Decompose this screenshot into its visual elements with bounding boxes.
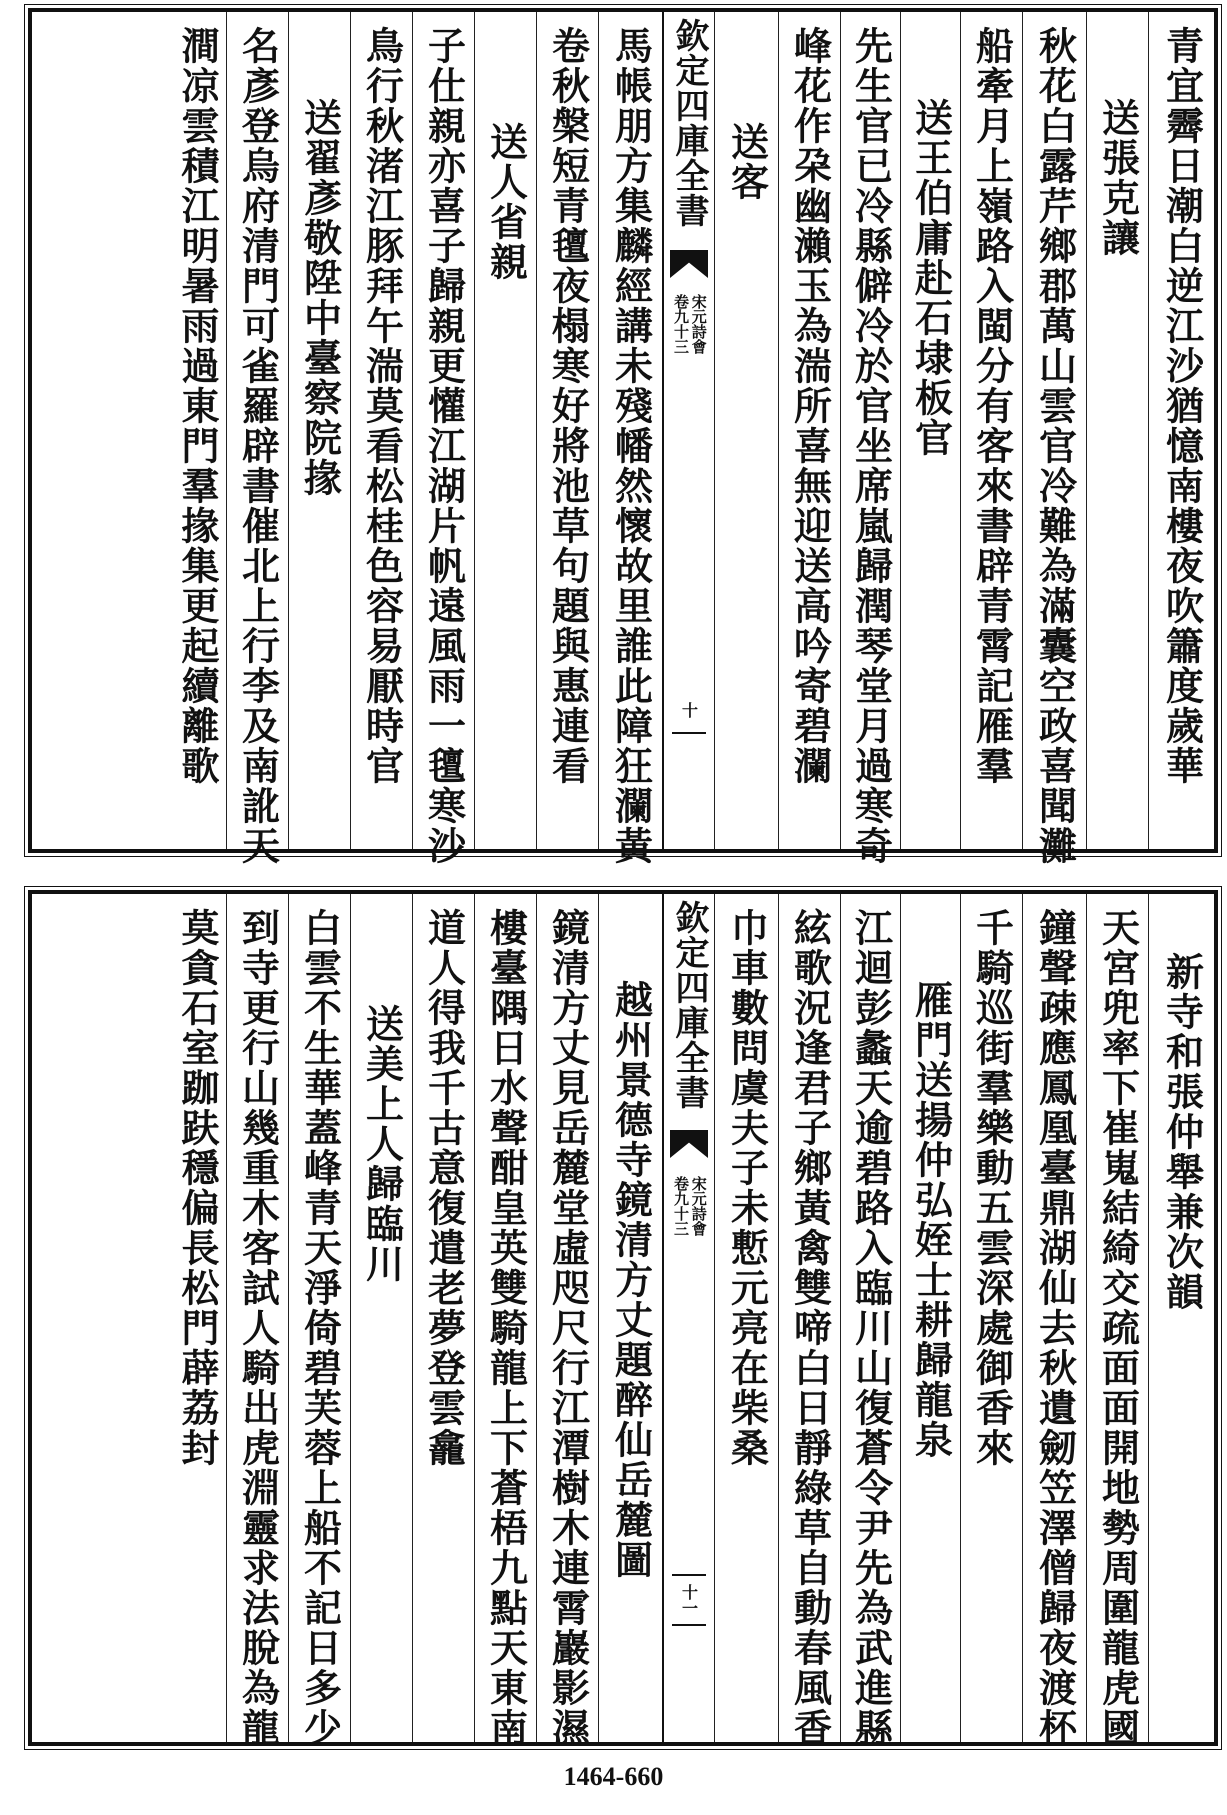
center-gutter: [662, 12, 714, 849]
gutter-rule: [672, 1624, 706, 1626]
text-column: [960, 12, 1022, 849]
poem-line: 卷秋槃短青氊夜榻寒好將池草句題與惠連看: [545, 26, 591, 786]
text-column: [840, 894, 900, 1748]
poem-line: 江迴彭蠡天逾碧路入臨川山復蒼令尹先為武進縣: [848, 908, 894, 1748]
top-page: [28, 8, 1218, 866]
poem-title: 送張克讓: [1095, 98, 1141, 258]
poem-line: 巾車數問虞夫子未慙元亮在柴桑: [724, 908, 770, 1468]
poem-line: 馬帳朋方集麟經講未殘幡然懷故里誰此障狂瀾黃: [608, 26, 654, 866]
text-column: [840, 12, 900, 866]
poem-line: 樓臺隅日水聲酣皇英雙騎龍上下蒼梧九點天東南: [483, 908, 529, 1748]
text-column: [536, 12, 598, 849]
poem-title: 送美上人歸臨川: [359, 1004, 405, 1284]
fishtail-mark: [670, 250, 708, 278]
text-column: [350, 12, 412, 849]
text-column: [598, 12, 662, 866]
text-column: [288, 894, 350, 1748]
text-column: [1086, 894, 1148, 1748]
page-number: 十: [679, 702, 699, 718]
text-column: [1022, 12, 1086, 866]
poem-line: 秋花白露芹鄉郡萬山雲官冷難為滿囊空政喜聞灘: [1032, 26, 1078, 866]
bottom-page-columns: [32, 894, 1214, 1748]
poem-line: 先生官已冷縣僻冷於官坐席嵐歸潤琴堂月過寒奇: [848, 26, 894, 866]
text-column: [598, 894, 662, 1742]
text-column: [474, 894, 536, 1748]
poem-line: 鏡清方丈見岳麓堂虛咫尺行江潭樹木連霄巖影濕: [545, 908, 591, 1748]
poem-title: 送客: [724, 122, 770, 202]
text-column: [900, 12, 960, 849]
poem-title: 新寺和張仲舉兼次韻: [1159, 952, 1205, 1312]
text-column: [714, 12, 778, 849]
text-column: [778, 12, 840, 849]
poem-line: 到寺更行山幾重木客試人騎出虎淵靈求法脫為龍: [235, 908, 281, 1748]
text-column: [960, 894, 1022, 1742]
volume-name: 卷九十三: [672, 1176, 690, 1236]
text-column: [168, 12, 226, 849]
gutter-rule: [672, 1574, 706, 1576]
poem-title: 雁門送揚仲弘姪士耕歸龍泉: [908, 980, 954, 1460]
poem-line: 莫貪石室跏趺穩偏長松門薜荔封: [175, 908, 220, 1468]
center-gutter: [662, 894, 714, 1742]
poem-line: 名彥登烏府清門可雀羅辟書催北上行李及南訛天: [235, 26, 281, 866]
poem-title: 送王伯庸赴石埭板官: [908, 98, 954, 458]
poem-line: 千騎巡街羣樂動五雲深處御香來: [969, 908, 1015, 1468]
poem-line: 澗凉雲積江明暑雨過東門羣掾集更起續離歌: [175, 26, 220, 786]
volume-name: 卷九十三: [672, 294, 690, 354]
book-title: 欽定四庫全書: [669, 900, 709, 1110]
poem-line: 青宜霽日潮白逆江沙猶憶南樓夜吹簫度歲華: [1159, 26, 1205, 786]
page-code: 1464-660: [563, 1762, 664, 1791]
collection-label: [672, 1176, 706, 1236]
book-title: 欽定四庫全書: [669, 18, 709, 228]
page-number: 十一: [679, 1584, 699, 1616]
text-column: [412, 12, 474, 866]
text-column: [288, 12, 350, 849]
poem-line: 白雲不生華蓋峰青天淨倚碧芙蓉上船不記日多少: [297, 908, 343, 1748]
text-column: [168, 894, 226, 1742]
top-page-columns: [32, 12, 1214, 866]
text-column: [1086, 12, 1148, 849]
text-column: [474, 12, 536, 849]
poem-line: 絃歌況逢君子鄉黃禽雙啼白日靜綠草自動春風香: [787, 908, 833, 1748]
gutter-rule: [672, 732, 706, 734]
text-column: [226, 894, 288, 1748]
poem-line: 鳥行秋渚江豚拜午湍莫看松桂色容易厭時官: [359, 26, 405, 786]
poem-line: 天宮兜率下崔嵬結綺交疏面面開地勢周圍龍虎國: [1095, 908, 1141, 1748]
text-column: [778, 894, 840, 1748]
text-column: [714, 894, 778, 1742]
poem-line: 峰花作朶幽瀨玉為湍所喜無迎送高吟寄碧瀾: [787, 26, 833, 786]
poem-title: 越州景德寺鏡清方丈題醉仙岳麓圖: [608, 980, 654, 1580]
fishtail-mark: [670, 1130, 708, 1158]
text-column: [1022, 894, 1086, 1748]
text-column: [412, 894, 474, 1742]
text-column: [1148, 894, 1214, 1742]
text-column: [900, 894, 960, 1742]
poem-title: 送人省親: [483, 122, 529, 282]
poem-line: 鐘聲疎應鳳凰臺鼎湖仙去秋遺劒笠澤僧歸夜渡杯: [1032, 908, 1078, 1748]
text-column: [1148, 12, 1214, 849]
text-column: [226, 12, 288, 866]
collection-name: 宋元詩會: [689, 1176, 708, 1236]
collection-label: [672, 294, 706, 354]
poem-line: 船牽月上嶺路入閩分有客來書辟青霄記雁羣: [969, 26, 1015, 786]
poem-title: 送翟彥敬陞中臺察院掾: [297, 98, 343, 498]
bottom-page: [28, 890, 1218, 1746]
collection-name: 宋元詩會: [689, 294, 708, 354]
text-column: [536, 894, 598, 1748]
text-column: [350, 894, 412, 1742]
poem-line: 子仕親亦喜子歸親更懽江湖片帆遠風雨一氊寒沙: [421, 26, 467, 866]
poem-line: 道人得我千古意復遣老夢登雲龕: [421, 908, 467, 1468]
